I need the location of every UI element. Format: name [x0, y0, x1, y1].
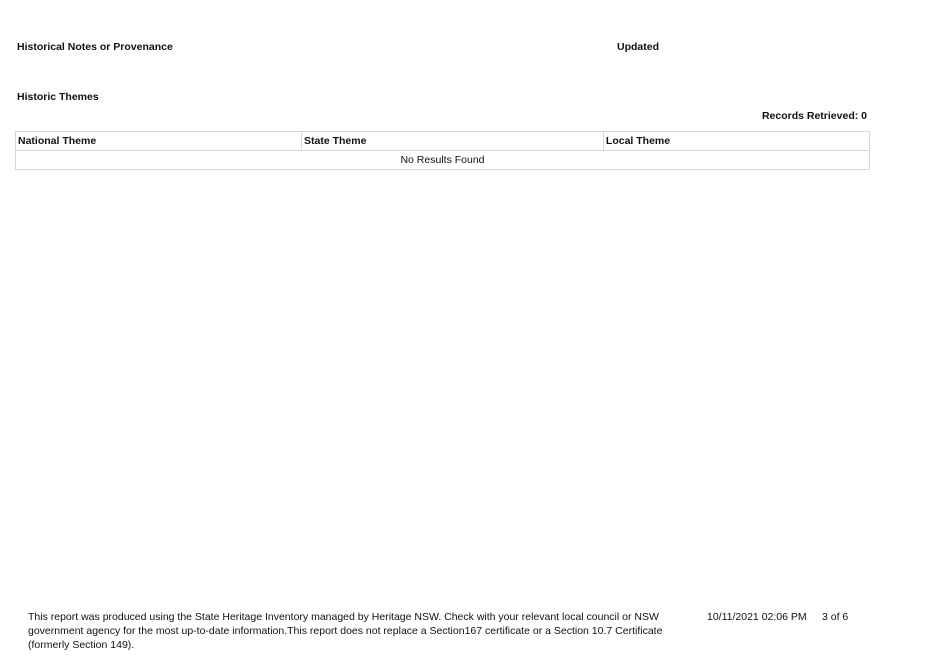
- table-row: [16, 151, 870, 170]
- table-header-row: [16, 132, 870, 151]
- footer-disclaimer: This report was produced using the State Heritage Inventory managed by Heritage NSW. Check with your relevant local council or NSW government agency for the most up-to-date information.This report does not replace a Section167 certificate or a Section 10.7 Certificate (formerly Section 149).: [28, 611, 663, 651]
- updated-heading: Updated: [617, 41, 659, 53]
- footer-page-number: 3 of 6: [822, 611, 849, 623]
- no-results-message: No Results Found: [16, 151, 870, 170]
- column-header-state-theme: State Theme: [302, 132, 604, 151]
- historic-themes-table: [15, 131, 870, 170]
- column-header-local-theme: Local Theme: [603, 132, 869, 151]
- historical-notes-heading: Historical Notes or Provenance: [17, 41, 173, 53]
- column-header-national-theme: National Theme: [16, 132, 302, 151]
- footer-datetime: 10/11/2021 02:06 PM: [707, 611, 807, 623]
- records-retrieved-count: Records Retrieved: 0: [761, 110, 867, 122]
- historic-themes-heading: Historic Themes: [17, 91, 99, 103]
